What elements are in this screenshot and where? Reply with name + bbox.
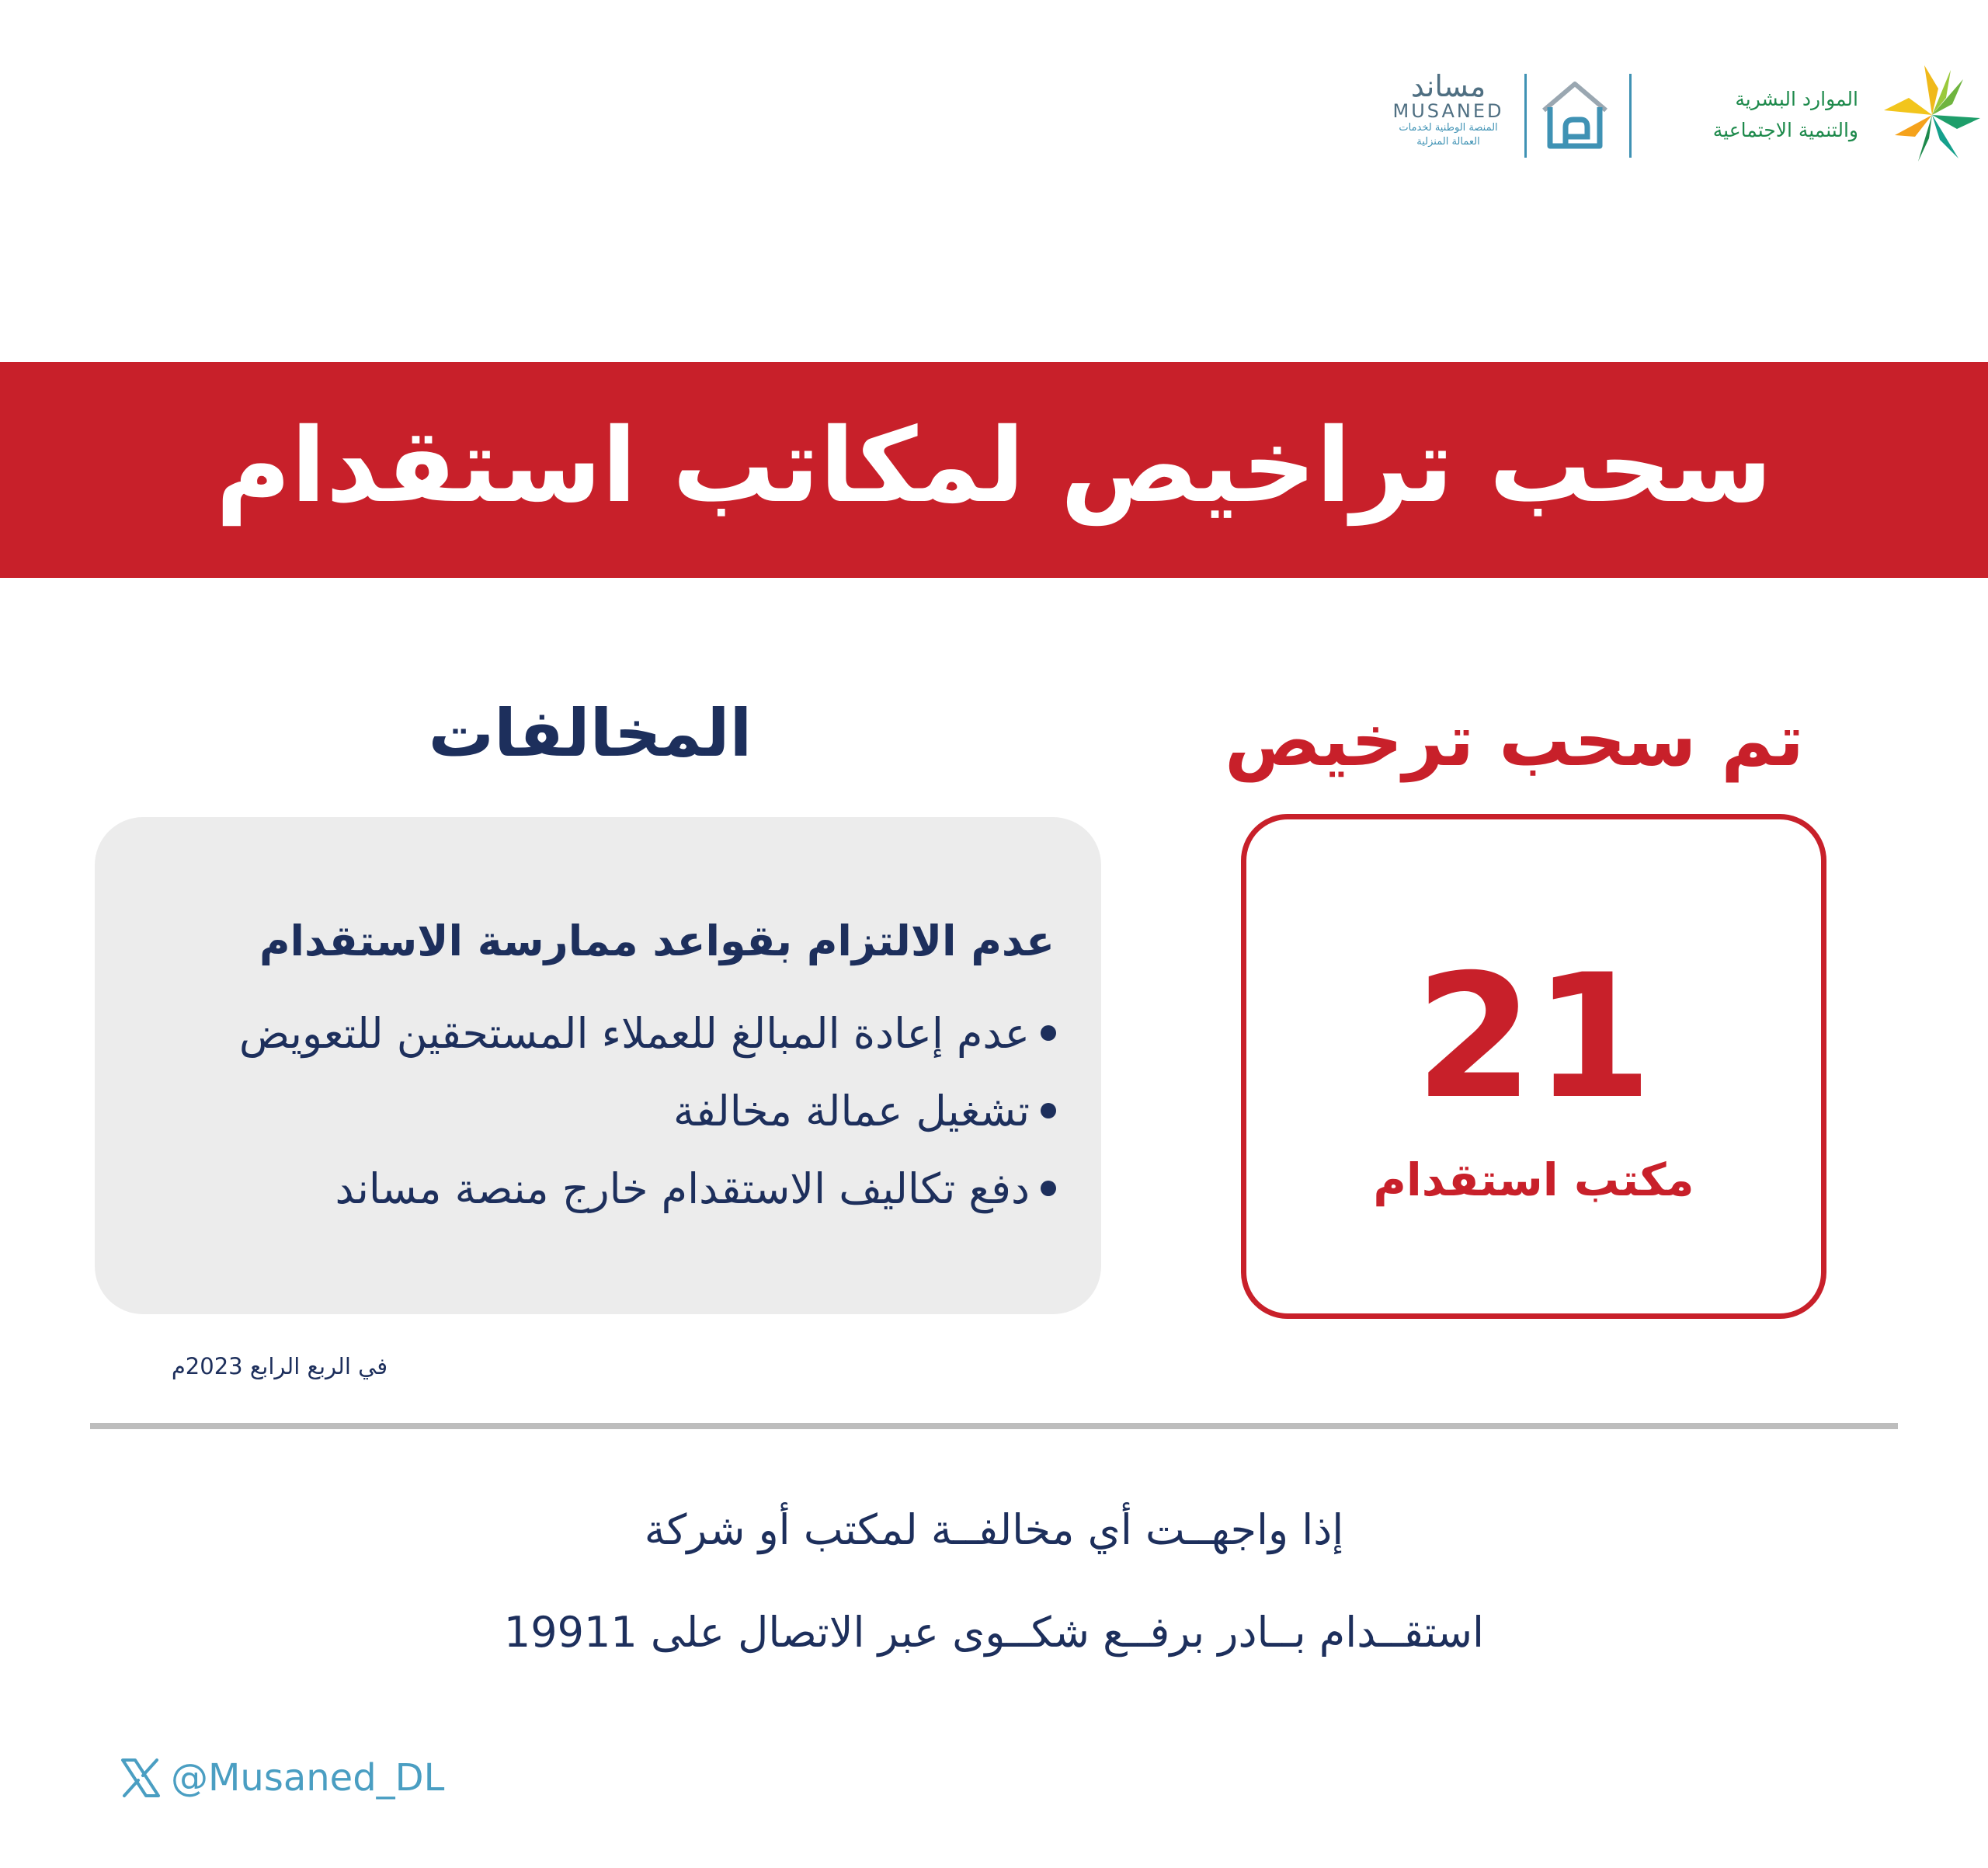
violations-card	[95, 817, 1101, 1314]
musaned-arabic-name: مساند	[1410, 69, 1486, 103]
musaned-tagline-line2: العمالة المنزلية	[1416, 136, 1480, 148]
violation-item-text: عدم إعادة المبالغ للعملاء المستحقين للتعويض	[238, 1008, 1030, 1058]
list-item	[239, 1072, 1056, 1150]
bullet-icon	[1041, 1025, 1056, 1041]
banner-title: سحب تراخيص لمكاتب استقدام	[215, 406, 1773, 526]
house-logo-icon	[1538, 76, 1612, 154]
ministry-name-line2: والتنمية الاجتماعية	[1712, 119, 1858, 141]
violation-item-text: دفع تكاليف الاستقدام خارج منصة مساند	[335, 1164, 1030, 1213]
x-logo-icon	[118, 1755, 163, 1800]
footer-line-1: إذا واجهــت أي مخالفــة لمكتب أو شركة	[644, 1505, 1344, 1554]
logo-separator	[1629, 74, 1632, 158]
musaned-tagline-line1: المنصة الوطنية لخدمات	[1399, 122, 1498, 134]
palm-star-emblem-icon	[1870, 62, 1986, 167]
violation-item-text: تشغيل عمالة مخالفة	[673, 1086, 1030, 1136]
period-note: في الربع الرابع 2023م	[171, 1353, 388, 1379]
ministry-name-line1: الموارد البشرية	[1735, 88, 1858, 110]
list-item	[239, 1150, 1056, 1227]
violations-list	[239, 994, 1056, 1227]
count-heading: تم سحب ترخيص	[1224, 699, 1805, 782]
musaned-english-name: MUSANED	[1392, 100, 1504, 122]
violations-heading: المخالفات	[428, 695, 752, 771]
logo-separator	[1524, 74, 1527, 158]
list-item	[239, 994, 1056, 1072]
ministry-logo	[1653, 62, 1986, 167]
divider	[90, 1423, 1898, 1429]
count-number: 21	[1414, 937, 1653, 1136]
count-box	[1241, 814, 1826, 1319]
social-handle[interactable]	[118, 1751, 444, 1805]
bullet-icon	[1041, 1181, 1056, 1196]
twitter-handle[interactable]: @Musaned_DL	[171, 1756, 445, 1800]
footer-line-2: استقــدام بــادر برفــع شكــوى عبر الاتصال على 19911	[503, 1608, 1485, 1657]
count-label: مكتب استقدام	[1373, 1153, 1694, 1206]
title-banner	[0, 362, 1988, 578]
violations-main-text: عدم الالتزام بقواعد ممارسة الاستقدام	[259, 917, 1055, 965]
musaned-logo	[1382, 71, 1514, 157]
bullet-icon	[1041, 1103, 1056, 1118]
